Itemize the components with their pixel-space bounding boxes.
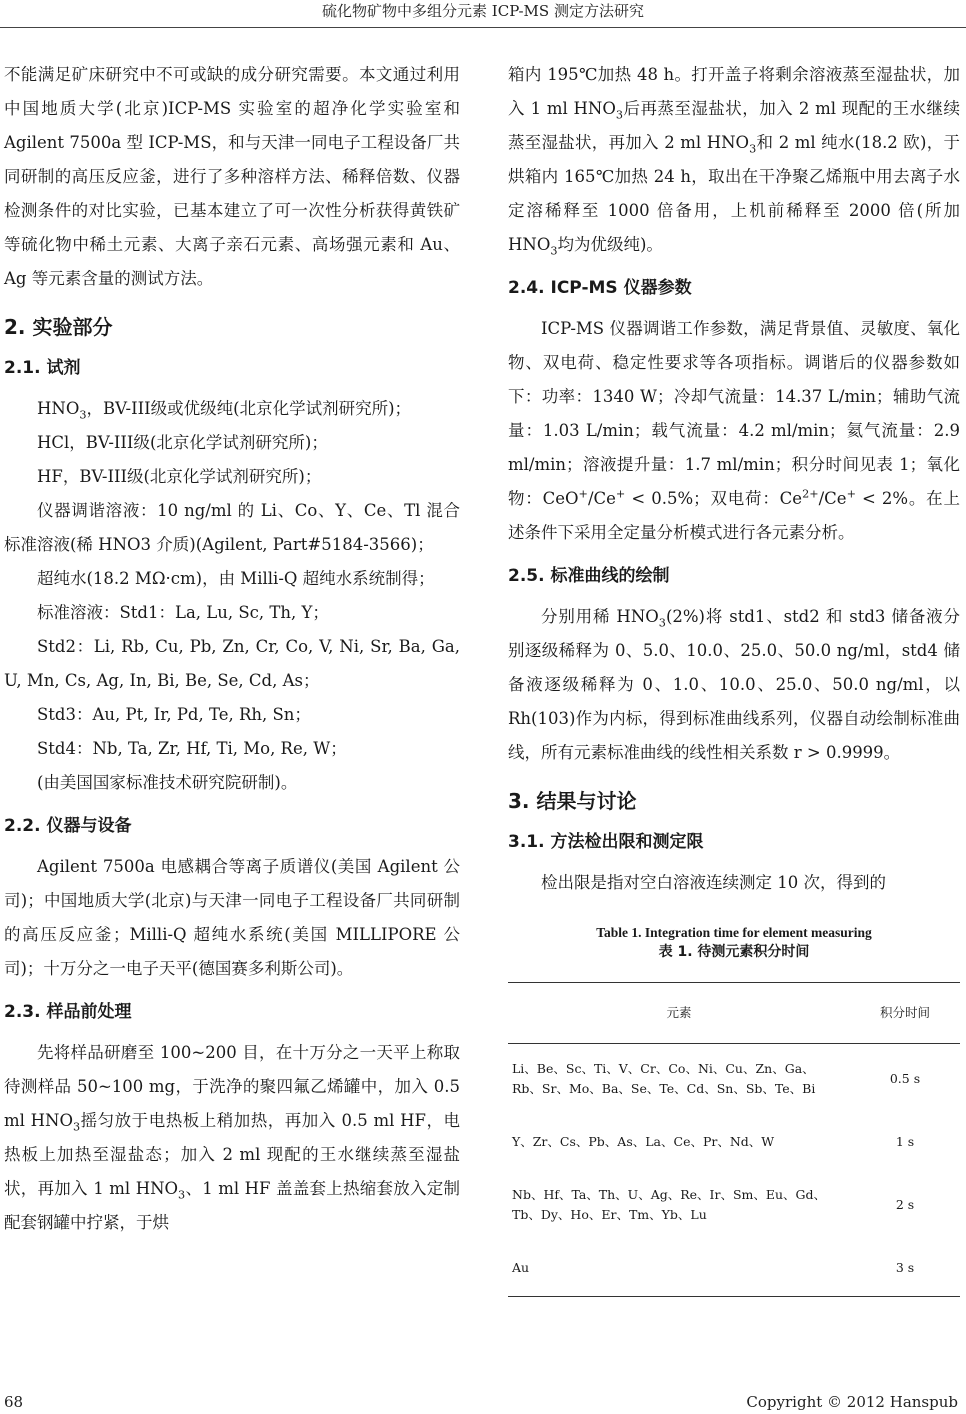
element-cell: Y、Zr、Cs、Pb、As、La、Ce、Pr、Nd、W [512, 1134, 775, 1149]
section-2-4-heading: 2.4. ICP-MS 仪器参数 [508, 278, 692, 298]
page-number: 68 [4, 1393, 24, 1411]
time-cell: 3 s [850, 1240, 960, 1297]
pretreatment-paragraph: 先将样品研磨至 100~200 目，在十万分之一天平上称取待测样品 50~100 mg，于洗净的聚四氟乙烯罐中，加入 0.5 ml $HNO_3$摇匀放于电热板上稍加热，再加入 0.5 ml HF，电热板上加热至湿盐态；加入 2 ml 现配的王水继续蒸至湿盐状，再加入 1 ml $HNO_3$、1 ml HF 盖盖套上热缩套放入定制配套钢罐中拧紧，于烘 [4, 1043, 460, 1232]
icp-parameters-paragraph: ICP-MS 仪器调谐工作参数，满足背景值、灵敏度、氧化物、双电荷、稳定性要求等各项指标。调谐后的仪器参数如下：功率：1340 W；冷却气流量：14.37 L/min；辅助气流量：1.03 L/min；载气流量：4.2 ml/min；氦气流量：2.9 ml/min；溶液提升量：1.7 ml/min；积分时间见表 1；氧化物：CeO+/Ce+ < 0.5%；双电荷：$Ce^{2+}/Ce^+ < 2\%$。在上述条件下采用全定量分析模式进行各元素分析。 [508, 319, 960, 542]
table-1 [508, 924, 960, 1297]
standard-std3: Std3：Au, Pt, Ir, Pd, Te, Rh, Sn； [37, 705, 311, 724]
element-cell: Au [508, 1240, 850, 1297]
time-cell: 1 s [895, 1134, 915, 1149]
right-column [508, 58, 960, 1297]
integration-time-table [508, 982, 960, 1297]
table-row [508, 1240, 960, 1297]
running-header [0, 0, 966, 26]
section-2-heading: 2. 实验部分 [4, 315, 113, 339]
header-rule [0, 27, 966, 28]
instruments-paragraph: Agilent 7500a 电感耦合等离子质谱仪(美国 Agilent 公司)；中国地质大学(北京)与天津一同电子工程设备厂共同研制的高压反应釜；Milli-Q 超纯水系统(美国 MILLIPORE 公司)；十万分之一电子天平(德国赛多利斯公司)。 [4, 857, 460, 978]
element-cell: Li、Be、Sc、Ti、V、Cr、Co、Ni、Cu、Zn、Ga、 Rb、Sr、Mo、Ba、Se、Te、Cd、Sn、Sb、Te、Bi [512, 1061, 816, 1096]
pretreatment-continued: 箱内 195℃加热 48 h。打开盖子将剩余溶液蒸至湿盐状，加入 1 ml $HNO_3$后再蒸至湿盐状，加入 2 ml 现配的王水继续蒸至湿盐状，再加入 2 ml $HNO_3$和 2 ml 纯水(18.2 欧)，于烘箱内 165℃加热 24 h，取出在干净聚乙烯瓶中用去离子水定溶稀释至 1000 倍备用，上机前稀释至 2000 倍(所加 $HNO_3$均为优级纯)。 [508, 65, 961, 258]
section-2-2-heading: 2.2. 仪器与设备 [4, 816, 132, 836]
section-3-heading: 3. 结果与讨论 [508, 789, 637, 813]
section-2-1-heading: 2.1. 试剂 [4, 358, 81, 378]
reagent-hf: HF，BV-III级(北京化学试剂研究所)； [37, 467, 322, 486]
reagent-ultrapure-water: 超纯水(18.2 MΩ·cm)，由 Milli-Q 超纯水系统制得； [37, 569, 435, 588]
header-title: 硫化物矿物中多组分元素 ICP-MS 测定方法研究 [322, 2, 644, 20]
section-2-3-heading: 2.3. 样品前处理 [4, 1002, 132, 1022]
standard-std1: 标准溶液：Std1：La, Lu, Sc, Th, Y； [37, 603, 329, 622]
left-column [4, 58, 460, 1240]
table-row [508, 1114, 960, 1170]
table-caption-en: Table 1. Integration time for element measuring [596, 925, 872, 940]
table-row [508, 1170, 960, 1240]
table-caption-cn: 表 1. 待测元素积分时间 [658, 944, 810, 960]
detection-limit-paragraph: 检出限是指对空白溶液连续测定 10 次，得到的 [541, 873, 886, 892]
reagent-hno3: $HNO_3$，BV-III级或优级纯(北京化学试剂研究所)； [37, 399, 412, 422]
column-header-time: 积分时间 [850, 983, 960, 1044]
copyright-notice: Copyright © 2012 Hanspub [746, 1393, 958, 1411]
column-header-element: 元素 [508, 983, 850, 1044]
table-row [508, 1044, 960, 1115]
reagent-tuning-solution: 仪器调谐溶液：10 ng/ml 的 Li、Co、Y、Ce、Tl 混合标准溶液(稀 HNO3 介质)(Agilent, Part#5184-3566)； [4, 501, 460, 554]
standard-source: (由美国国家标准技术研究院研制)。 [37, 773, 298, 792]
reagent-hcl: HCl，BV-III级(北京化学试剂研究所)； [37, 433, 328, 452]
element-cell: Nb、Hf、Ta、Th、U、Ag、Re、Ir、Sm、Eu、Gd、 Tb、Dy、Ho、Er、Tm、Yb、Lu [512, 1187, 827, 1222]
time-cell: 0.5 s [889, 1071, 921, 1086]
section-2-5-heading: 2.5. 标准曲线的绘制 [508, 566, 670, 586]
calibration-paragraph: 分别用稀 $HNO_3(2\%)$将 std1、std2 和 std3 储备液分别逐级稀释为 0、5.0、10.0、25.0、50.0 ng/ml，std4 储备液逐级稀释为 0、1.0、10.0、25.0、50.0 ng/ml，以 Rh(103)作为内标，得到标准曲线系列，仪器自动绘制标准曲线，所有元素标准曲线的线性相关系数 r > 0.9999。 [508, 607, 960, 762]
standard-std2: Std2：Li, Rb, Cu, Pb, Zn, Cr, Co, V, Ni, Sr, Ba, Ga, U, Mn, Cs, Ag, In, Bi, Be, Se, Cd, As； [4, 637, 460, 690]
section-3-1-heading: 3.1. 方法检出限和测定限 [508, 832, 704, 852]
intro-paragraph: 不能满足矿床研究中不可或缺的成分研究需要。本文通过利用中国地质大学(北京)ICP-MS 实验室的超净化学实验室和 Agilent 7500a 型 ICP-MS，和与天津一同电子工程设备厂共同研制的高压反应釜，进行了多种溶样方法、稀释倍数、仪器检测条件的对比实验，已基本建立了可一次性分析获得黄铁矿等硫化物中稀土元素、大离子亲石元素、高场强元素和 Au、Ag 等元素含量的测试方法。 [4, 65, 460, 288]
time-cell: 2 s [895, 1197, 915, 1212]
standard-std4: Std4：Nb, Ta, Zr, Hf, Ti, Mo, Re, W； [37, 739, 347, 758]
